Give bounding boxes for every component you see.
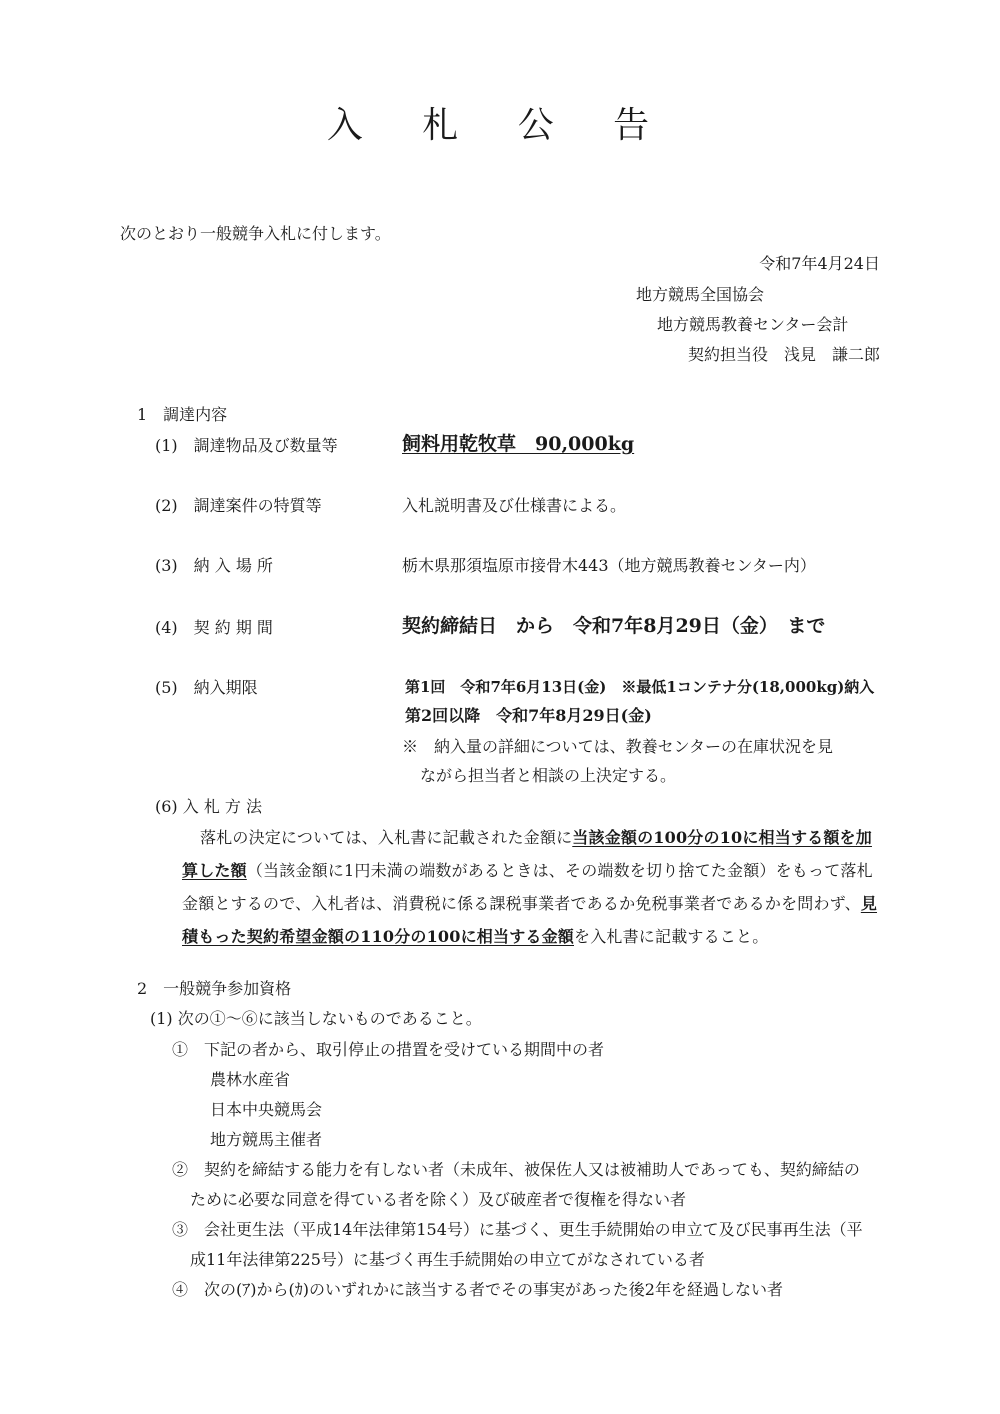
condition-1: ① 下記の者から、取引停止の措置を受けている期間中の者 [172,1040,605,1059]
intro-text: 次のとおり一般競争入札に付します。 [120,224,391,243]
item4-label: (4) 契 約 期 間 [155,618,273,637]
condition-2-line1: ② 契約を締結する能力を有しない者（未成年、被保佐人又は被補助人であっても、契約締結の [172,1160,860,1179]
issuer-dept: 地方競馬教養センター会計 [657,315,849,334]
item3-value: 栃木県那須塩原市接骨木443（地方競馬教養センター内） [402,556,816,575]
item5-note-line1: ※ 納入量の詳細については、教養センターの在庫状況を見 [402,737,834,756]
page-title: 入 札 公 告 [326,105,674,146]
section1-heading: 1 調達内容 [137,405,228,424]
item1-label: (1) 調達物品及び数量等 [155,436,338,455]
issue-date: 令和7年4月24日 [759,254,880,273]
section2-heading: 2 一般競争参加資格 [137,979,292,998]
issuer-officer: 契約担当役 浅見 謙二郎 [687,345,880,364]
item5-label: (5) 納入期限 [155,678,258,697]
issuer-org: 地方競馬全国協会 [636,285,765,304]
item2-label: (2) 調達案件の特質等 [155,496,322,515]
method-text-3: を入札書に記載すること。 [574,927,769,946]
method-text-2-underlined: 見積もった契約希望金額の110分の100に相当する金額 [182,894,878,946]
method-text-1-underlined: 当該金額の100分の10に相当する額を加算した額 [182,828,872,880]
condition-3-line1: ③ 会社更生法（平成14年法律第154号）に基づく、更生手続開始の申立て及び民事再生法（平 [172,1220,863,1239]
item5-note-line2: ながら担当者と相談の上決定する。 [420,766,677,785]
condition-2-line2: ために必要な同意を得ている者を除く）及び破産者で復権を得ない者 [190,1190,687,1209]
ministry-list-item: 日本中央競馬会 [210,1100,323,1119]
item1-value: 飼料用乾牧草 90,000kg [402,433,635,455]
section2-sub1: (1) 次の①～⑥に該当しないものであること。 [150,1009,482,1028]
condition-3-line2: 成11年法律第225号）に基づく再生手続開始の申立てがなされている者 [190,1250,705,1269]
item5-value-line1: 第1回 令和7年6月13日(金) ※最低1コンテナ分(18,000kg)納入 [405,678,875,696]
ministry-list-item: 地方競馬主催者 [210,1130,323,1149]
bidding-method-paragraph [182,821,882,953]
item3-label: (3) 納 入 場 所 [155,556,273,575]
method-text-2: （当該金額に1円未満の端数があるときは、その端数を切り捨てた金額）をもって落札金額とするので、入札者は、消費税に係る課税事業者であるか免税事業者であるかを問わず、 [182,861,873,913]
ministry-list-item: 農林水産省 [210,1070,291,1089]
item6-label: (6) 入 札 方 法 [155,797,263,816]
condition-4: ④ 次の(ｱ)から(ｶ)のいずれかに該当する者でその事実があった後2年を経過しない者 [172,1280,783,1299]
item2-value: 入札説明書及び仕様書による。 [402,496,627,515]
method-text-1: 落札の決定については、入札書に記載された金額に [200,828,573,847]
item5-value-line2: 第2回以降 令和7年8月29日(金) [405,706,652,725]
item4-value: 契約締結日 から 令和7年8月29日（金） まで [402,615,826,637]
